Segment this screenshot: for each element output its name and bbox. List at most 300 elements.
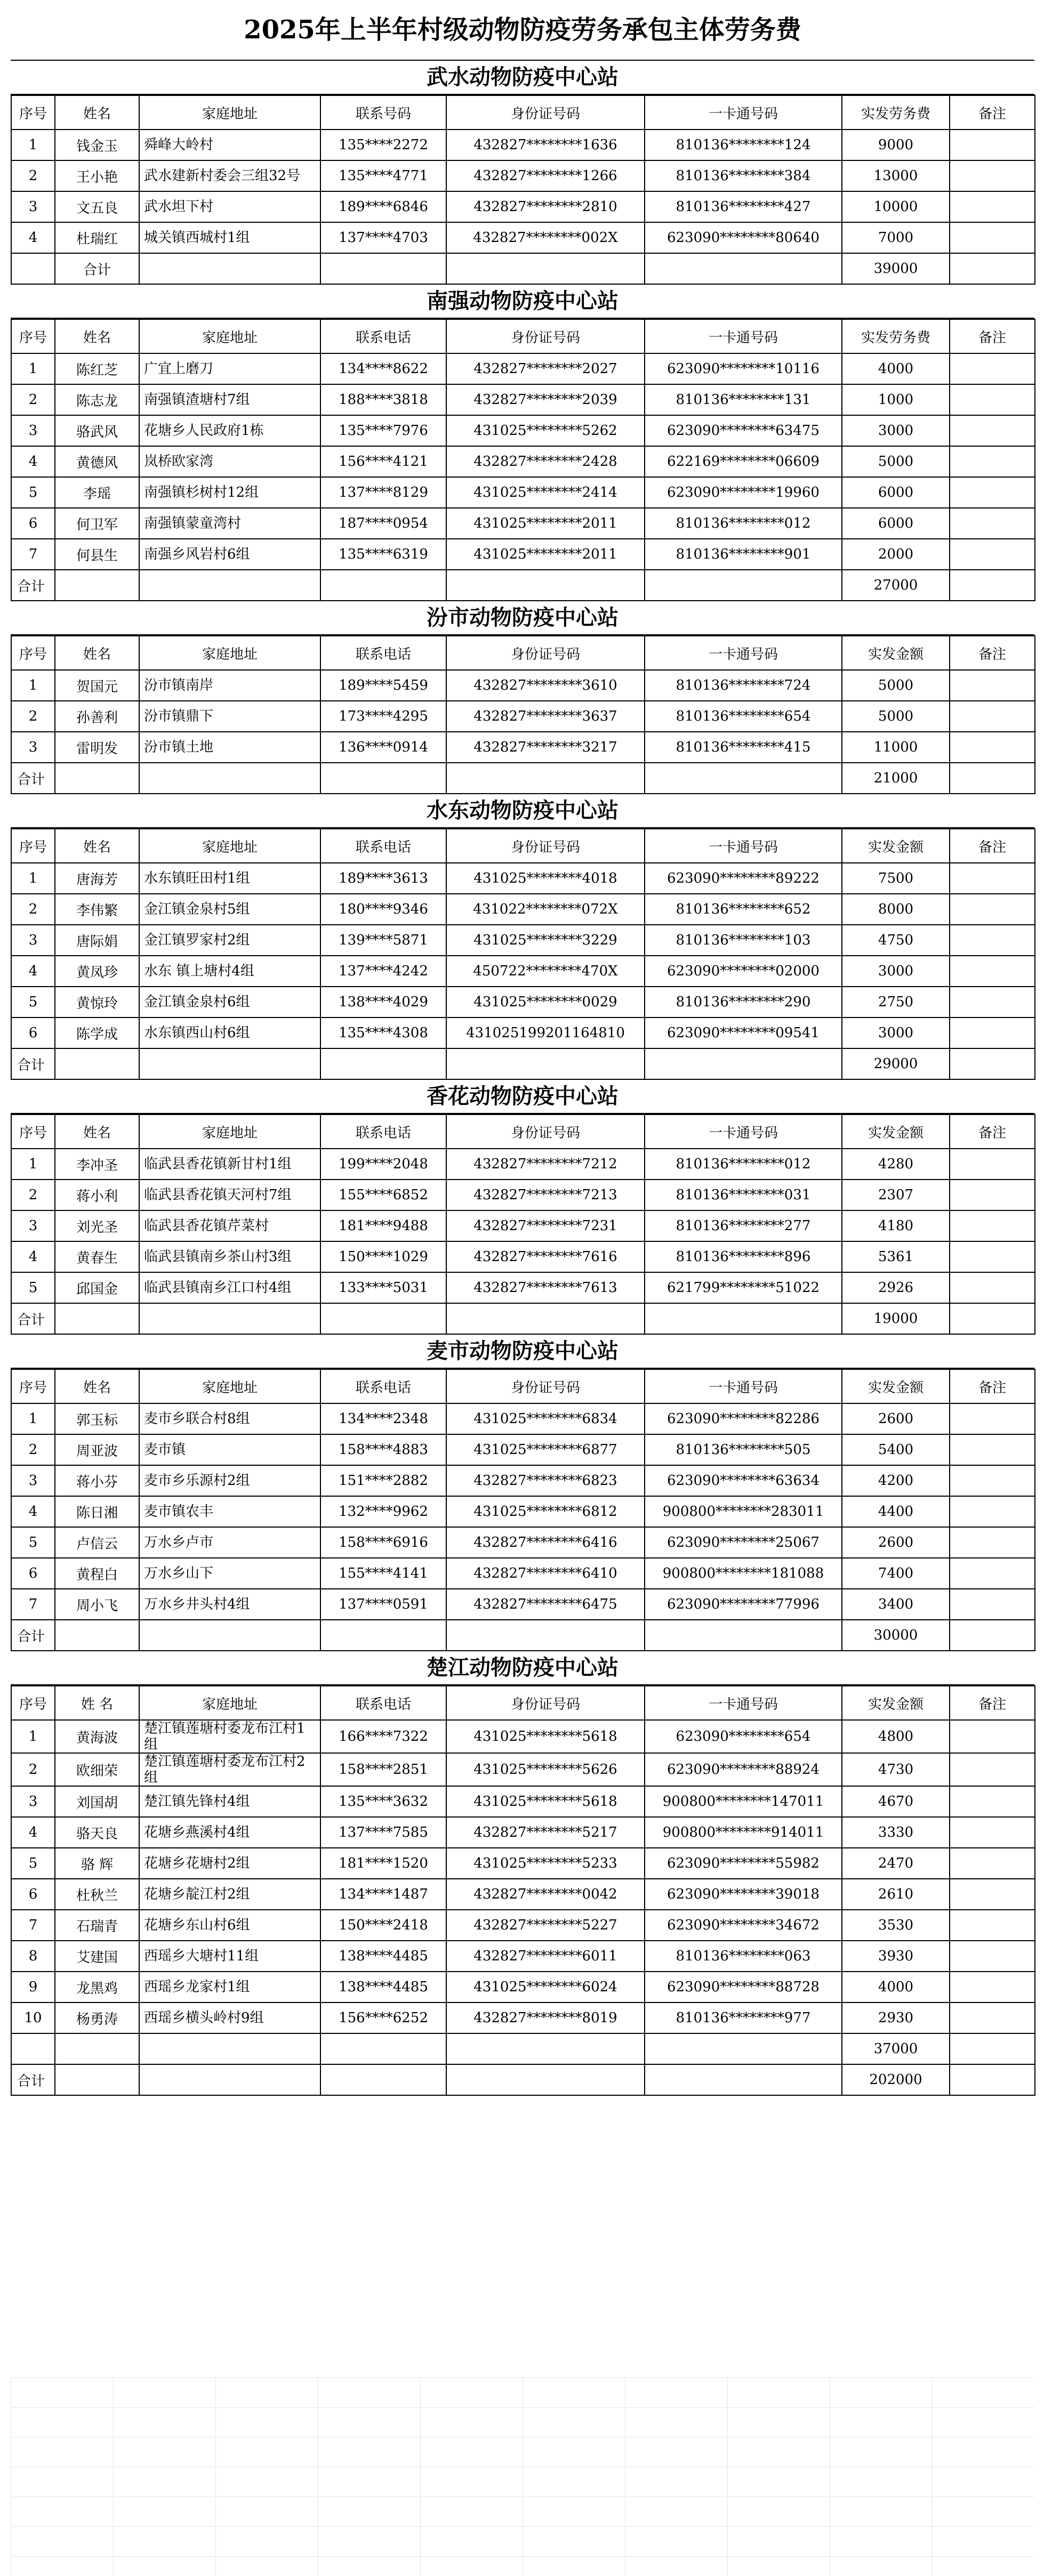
empty-cell xyxy=(645,2064,842,2095)
table-cell: 137****4242 xyxy=(320,956,446,987)
table-cell: 5 xyxy=(11,1848,55,1879)
table-cell: 450722********470X xyxy=(446,956,645,987)
table-cell xyxy=(950,1018,1035,1048)
table-cell: 13000 xyxy=(842,160,950,191)
table-cell: 城关镇西城村1组 xyxy=(139,222,320,253)
table-cell: 155****4141 xyxy=(320,1558,446,1589)
table-cell xyxy=(950,732,1035,763)
table-cell: 5 xyxy=(11,987,55,1018)
table-row xyxy=(11,1241,1035,1272)
table-row xyxy=(11,1149,1035,1180)
table-cell xyxy=(950,191,1035,222)
table-cell: 2 xyxy=(11,894,55,925)
header-row xyxy=(11,1115,1035,1149)
table-cell: 南强镇渣塘村7组 xyxy=(139,384,320,415)
table-cell: 432827********5227 xyxy=(446,1910,645,1941)
table-cell: 7 xyxy=(11,539,55,570)
table-cell xyxy=(950,160,1035,191)
table-cell: 陈日湘 xyxy=(55,1496,139,1527)
table-cell xyxy=(950,415,1035,446)
total-value: 19000 xyxy=(842,1303,950,1334)
table-cell: 431025********6877 xyxy=(446,1434,645,1465)
table-row xyxy=(11,1910,1035,1941)
empty-cell xyxy=(139,253,320,284)
table-row xyxy=(11,701,1035,732)
table-cell: 4 xyxy=(11,222,55,253)
table-cell: 623090********55982 xyxy=(645,1848,842,1879)
table-cell: 5361 xyxy=(842,1241,950,1272)
table-cell: 郭玉标 xyxy=(55,1403,139,1434)
table-cell xyxy=(950,1241,1035,1272)
table-cell: 3 xyxy=(11,1465,55,1496)
section-table xyxy=(11,828,1035,1080)
empty-cell xyxy=(55,2064,139,2095)
table-cell: 810136********124 xyxy=(645,130,842,160)
table-row xyxy=(11,2002,1035,2033)
empty-cell xyxy=(950,1620,1035,1651)
table-cell: 万水乡山下 xyxy=(139,1558,320,1589)
empty-cell xyxy=(55,2033,139,2064)
column-header: 家庭地址 xyxy=(139,319,320,353)
table-row xyxy=(11,446,1035,477)
column-header: 身份证号码 xyxy=(446,1115,645,1149)
table-cell: 135****7976 xyxy=(320,415,446,446)
table-cell: 623090********88728 xyxy=(645,1972,842,2002)
table-cell: 2 xyxy=(11,384,55,415)
total-row xyxy=(11,253,1035,284)
section-title: 汾市动物防疫中心站 xyxy=(11,601,1034,635)
table-cell: 临武县镇南乡江口村4组 xyxy=(139,1272,320,1303)
column-header: 联系号码 xyxy=(320,95,446,130)
table-cell: 7 xyxy=(11,1910,55,1941)
column-header: 备注 xyxy=(950,1369,1035,1403)
column-header: 姓名 xyxy=(55,1369,139,1403)
table-cell: 623090********63634 xyxy=(645,1465,842,1496)
table-cell: 骆武风 xyxy=(55,415,139,446)
table-cell: 骆天良 xyxy=(55,1817,139,1848)
table-cell: 1 xyxy=(11,863,55,894)
table-cell: 4 xyxy=(11,956,55,987)
empty-cell xyxy=(139,1620,320,1651)
table-cell: 11000 xyxy=(842,732,950,763)
table-cell: 180****9346 xyxy=(320,894,446,925)
spreadsheet xyxy=(11,0,1034,2096)
empty-cell xyxy=(139,1303,320,1334)
header-row xyxy=(11,1369,1035,1403)
table-cell: 3000 xyxy=(842,415,950,446)
table-cell: 欧细荣 xyxy=(55,1753,139,1786)
table-cell: 1 xyxy=(11,130,55,160)
table-cell: 623090********02000 xyxy=(645,956,842,987)
table-cell: 5400 xyxy=(842,1434,950,1465)
table-row xyxy=(11,670,1035,701)
table-row xyxy=(11,160,1035,191)
table-row xyxy=(11,1210,1035,1241)
column-header: 序号 xyxy=(11,829,55,863)
table-cell: 138****4029 xyxy=(320,987,446,1018)
table-cell: 134****2348 xyxy=(320,1403,446,1434)
table-row xyxy=(11,925,1035,956)
table-cell: 水东 镇上塘村4组 xyxy=(139,956,320,987)
table-cell: 1 xyxy=(11,1149,55,1180)
table-cell: 2600 xyxy=(842,1403,950,1434)
header-row xyxy=(11,1686,1035,1720)
table-cell: 810136********505 xyxy=(645,1434,842,1465)
table-cell: 南强乡风岩村6组 xyxy=(139,539,320,570)
total-value: 37000 xyxy=(842,2033,950,2064)
table-cell: 431025********6834 xyxy=(446,1403,645,1434)
table-cell: 李冲圣 xyxy=(55,1149,139,1180)
table-cell: 水东镇旺田村1组 xyxy=(139,863,320,894)
table-cell: 4800 xyxy=(842,1720,950,1753)
total-label: 合计 xyxy=(11,763,55,794)
table-cell: 623090********654 xyxy=(645,1720,842,1753)
table-cell: 何卫军 xyxy=(55,508,139,539)
table-cell: 10 xyxy=(11,2002,55,2033)
table-cell: 189****3613 xyxy=(320,863,446,894)
column-header: 家庭地址 xyxy=(139,1115,320,1149)
table-cell: 623090********77996 xyxy=(645,1589,842,1620)
table-cell: 3 xyxy=(11,191,55,222)
table-cell: 蒋小芬 xyxy=(55,1465,139,1496)
table-cell: 卢信云 xyxy=(55,1527,139,1558)
table-cell: 432827********5217 xyxy=(446,1817,645,1848)
table-cell: 西瑶乡大塘村11组 xyxy=(139,1941,320,1972)
table-cell: 蒋小利 xyxy=(55,1180,139,1210)
table-cell: 432827********6475 xyxy=(446,1589,645,1620)
table-cell: 623090********80640 xyxy=(645,222,842,253)
table-cell: 188****3818 xyxy=(320,384,446,415)
total-label: 合计 xyxy=(11,1620,55,1651)
table-cell: 135****2272 xyxy=(320,130,446,160)
table-cell: 4280 xyxy=(842,1149,950,1180)
table-cell: 432827********3217 xyxy=(446,732,645,763)
table-row xyxy=(11,1496,1035,1527)
table-cell: 156****4121 xyxy=(320,446,446,477)
table-cell: 麦市镇 xyxy=(139,1434,320,1465)
table-cell xyxy=(950,508,1035,539)
table-cell: 6 xyxy=(11,508,55,539)
table-row xyxy=(11,1972,1035,2002)
table-cell: 2750 xyxy=(842,987,950,1018)
table-cell: 杜瑞红 xyxy=(55,222,139,253)
table-cell: 刘国胡 xyxy=(55,1786,139,1817)
table-cell: 5000 xyxy=(842,670,950,701)
section-title: 麦市动物防疫中心站 xyxy=(11,1335,1034,1369)
empty-cell xyxy=(645,1303,842,1334)
table-cell: 136****0914 xyxy=(320,732,446,763)
table-cell: 5 xyxy=(11,1527,55,1558)
empty-cell xyxy=(320,2033,446,2064)
table-cell: 2 xyxy=(11,701,55,732)
table-cell: 810136********063 xyxy=(645,1941,842,1972)
table-cell: 137****7585 xyxy=(320,1817,446,1848)
table-cell: 7 xyxy=(11,1589,55,1620)
table-cell: 2307 xyxy=(842,1180,950,1210)
column-header: 序号 xyxy=(11,636,55,670)
table-cell xyxy=(950,384,1035,415)
table-cell: 431025********2011 xyxy=(446,539,645,570)
column-header: 身份证号码 xyxy=(446,95,645,130)
table-cell: 2 xyxy=(11,160,55,191)
table-cell: 1 xyxy=(11,670,55,701)
table-cell: 临武县镇南乡茶山村3组 xyxy=(139,1241,320,1272)
table-cell: 158****2851 xyxy=(320,1753,446,1786)
table-cell: 431025********5233 xyxy=(446,1848,645,1879)
table-cell: 4000 xyxy=(842,1972,950,2002)
table-cell xyxy=(950,1403,1035,1434)
empty-cell xyxy=(645,763,842,794)
column-header: 身份证号码 xyxy=(446,636,645,670)
table-row xyxy=(11,1527,1035,1558)
total-value: 39000 xyxy=(842,253,950,284)
table-cell: 万水乡卢市 xyxy=(139,1527,320,1558)
table-cell: 麦市镇农丰 xyxy=(139,1496,320,1527)
total-row xyxy=(11,1303,1035,1334)
column-header: 一卡通号码 xyxy=(645,829,842,863)
table-cell xyxy=(950,130,1035,160)
table-cell: 5000 xyxy=(842,701,950,732)
header-row xyxy=(11,636,1035,670)
table-cell: 431025********5618 xyxy=(446,1786,645,1817)
table-cell: 158****4883 xyxy=(320,1434,446,1465)
table-cell: 2000 xyxy=(842,539,950,570)
table-cell: 4 xyxy=(11,1496,55,1527)
table-cell xyxy=(950,1496,1035,1527)
column-header: 实发金额 xyxy=(842,1369,950,1403)
table-cell: 6000 xyxy=(842,477,950,508)
table-cell xyxy=(950,1941,1035,1972)
table-cell: 陈红芝 xyxy=(55,353,139,384)
section-table xyxy=(11,1114,1035,1335)
table-cell xyxy=(950,1558,1035,1589)
empty-cell xyxy=(950,1048,1035,1079)
empty-cell xyxy=(950,2064,1035,2095)
table-cell: 4670 xyxy=(842,1786,950,1817)
table-cell: 王小艳 xyxy=(55,160,139,191)
table-cell: 邱国金 xyxy=(55,1272,139,1303)
empty-cell xyxy=(320,1620,446,1651)
table-cell: 139****5871 xyxy=(320,925,446,956)
table-cell xyxy=(950,1753,1035,1786)
header-row xyxy=(11,319,1035,353)
table-cell: 132****9962 xyxy=(320,1496,446,1527)
table-cell: 5000 xyxy=(842,446,950,477)
table-cell: 2930 xyxy=(842,2002,950,2033)
empty-cell xyxy=(950,2033,1035,2064)
table-cell xyxy=(950,1817,1035,1848)
table-cell: 432827********6823 xyxy=(446,1465,645,1496)
total-row xyxy=(11,570,1035,601)
table-cell: 622169********06609 xyxy=(645,446,842,477)
total-row xyxy=(11,2064,1035,2095)
table-row xyxy=(11,987,1035,1018)
table-cell: 810136********131 xyxy=(645,384,842,415)
table-cell: 西瑶乡横头岭村9组 xyxy=(139,2002,320,2033)
column-header: 一卡通号码 xyxy=(645,1369,842,1403)
column-header: 备注 xyxy=(950,829,1035,863)
table-cell: 150****2418 xyxy=(320,1910,446,1941)
table-cell: 7500 xyxy=(842,863,950,894)
column-header: 家庭地址 xyxy=(139,636,320,670)
table-cell: 武水坦下村 xyxy=(139,191,320,222)
table-cell: 155****6852 xyxy=(320,1180,446,1210)
column-header: 姓名 xyxy=(55,319,139,353)
table-cell: 623090********82286 xyxy=(645,1403,842,1434)
section-table xyxy=(11,95,1035,285)
table-cell: 623090********89222 xyxy=(645,863,842,894)
table-cell: 810136********415 xyxy=(645,732,842,763)
table-cell: 134****8622 xyxy=(320,353,446,384)
column-header: 一卡通号码 xyxy=(645,636,842,670)
table-cell xyxy=(950,1972,1035,2002)
table-cell: 唐际娟 xyxy=(55,925,139,956)
table-cell: 汾市镇鼎下 xyxy=(139,701,320,732)
table-cell: 李伟繁 xyxy=(55,894,139,925)
table-cell: 骆 辉 xyxy=(55,1848,139,1879)
table-cell: 楚江镇莲塘村委龙布江村1组 xyxy=(139,1720,320,1753)
table-cell: 900800********283011 xyxy=(645,1496,842,1527)
column-header: 家庭地址 xyxy=(139,829,320,863)
empty-cell xyxy=(950,570,1035,601)
column-header: 序号 xyxy=(11,319,55,353)
table-cell: 810136********031 xyxy=(645,1180,842,1210)
section-title: 水东动物防疫中心站 xyxy=(11,794,1034,828)
total-row xyxy=(11,2033,1035,2064)
table-cell: 金江镇罗家村2组 xyxy=(139,925,320,956)
column-header: 姓名 xyxy=(55,95,139,130)
table-cell: 花塘乡人民政府1栋 xyxy=(139,415,320,446)
total-row xyxy=(11,763,1035,794)
table-cell xyxy=(950,1879,1035,1910)
table-cell: 431025********5262 xyxy=(446,415,645,446)
table-cell: 黄海波 xyxy=(55,1720,139,1753)
table-row xyxy=(11,384,1035,415)
column-header: 实发金额 xyxy=(842,1686,950,1720)
column-header: 一卡通号码 xyxy=(645,1686,842,1720)
table-cell: 133****5031 xyxy=(320,1272,446,1303)
total-label: 合计 xyxy=(11,570,55,601)
table-cell: 艾建国 xyxy=(55,1941,139,1972)
section-title: 香花动物防疫中心站 xyxy=(11,1080,1034,1114)
table-cell: 135****4308 xyxy=(320,1018,446,1048)
table-cell: 水东镇西山村6组 xyxy=(139,1018,320,1048)
table-cell: 4 xyxy=(11,446,55,477)
table-cell: 龙黑鸡 xyxy=(55,1972,139,2002)
table-cell: 楚江镇莲塘村委龙布江村2组 xyxy=(139,1753,320,1786)
empty-cell xyxy=(320,253,446,284)
table-row xyxy=(11,1465,1035,1496)
table-cell: 432827********7231 xyxy=(446,1210,645,1241)
table-cell: 151****2882 xyxy=(320,1465,446,1496)
table-cell: 432827********3637 xyxy=(446,701,645,732)
table-cell: 135****3632 xyxy=(320,1786,446,1817)
table-cell: 4200 xyxy=(842,1465,950,1496)
table-cell: 南强镇杉树村12组 xyxy=(139,477,320,508)
column-header: 身份证号码 xyxy=(446,1369,645,1403)
column-header: 身份证号码 xyxy=(446,1686,645,1720)
table-cell xyxy=(950,2002,1035,2033)
empty-grid-area xyxy=(11,2377,1034,2576)
column-header: 家庭地址 xyxy=(139,1686,320,1720)
table-cell: 南强镇蒙童湾村 xyxy=(139,508,320,539)
column-header: 实发金额 xyxy=(842,829,950,863)
table-cell: 杜秋兰 xyxy=(55,1879,139,1910)
table-cell: 黄德风 xyxy=(55,446,139,477)
column-header: 一卡通号码 xyxy=(645,1115,842,1149)
table-cell: 138****4485 xyxy=(320,1941,446,1972)
table-cell: 黄程白 xyxy=(55,1558,139,1589)
section-table xyxy=(11,319,1035,601)
table-cell xyxy=(950,1465,1035,1496)
table-cell: 181****9488 xyxy=(320,1210,446,1241)
section-table xyxy=(11,1369,1035,1651)
table-cell: 158****6916 xyxy=(320,1527,446,1558)
table-cell: 何县生 xyxy=(55,539,139,570)
column-header: 联系电话 xyxy=(320,1686,446,1720)
table-row xyxy=(11,732,1035,763)
table-cell: 9000 xyxy=(842,130,950,160)
column-header: 身份证号码 xyxy=(446,319,645,353)
table-cell: 1 xyxy=(11,1403,55,1434)
table-cell: 432827********8019 xyxy=(446,2002,645,2033)
table-cell: 周小飞 xyxy=(55,1589,139,1620)
table-cell: 6 xyxy=(11,1018,55,1048)
table-cell: 137****8129 xyxy=(320,477,446,508)
column-header: 联系电话 xyxy=(320,636,446,670)
table-cell xyxy=(950,1527,1035,1558)
table-cell: 900800********181088 xyxy=(645,1558,842,1589)
table-cell: 2 xyxy=(11,1434,55,1465)
empty-cell xyxy=(320,2064,446,2095)
total-value: 27000 xyxy=(842,570,950,601)
table-cell: 623090********88924 xyxy=(645,1753,842,1786)
table-row xyxy=(11,539,1035,570)
table-row xyxy=(11,894,1035,925)
table-cell: 广宜上磨刀 xyxy=(139,353,320,384)
empty-cell xyxy=(139,1048,320,1079)
empty-cell xyxy=(446,763,645,794)
table-cell: 临武县香花镇芹菜村 xyxy=(139,1210,320,1241)
table-cell: 431025********3229 xyxy=(446,925,645,956)
table-cell: 187****0954 xyxy=(320,508,446,539)
table-cell: 黄惊玲 xyxy=(55,987,139,1018)
empty-cell xyxy=(446,570,645,601)
empty-cell xyxy=(645,1048,842,1079)
table-cell: 万水乡井头村4组 xyxy=(139,1589,320,1620)
section-table xyxy=(11,1685,1035,2096)
table-cell: 810136********384 xyxy=(645,160,842,191)
table-row xyxy=(11,1879,1035,1910)
table-row xyxy=(11,415,1035,446)
table-cell: 432827********7213 xyxy=(446,1180,645,1210)
table-cell: 2610 xyxy=(842,1879,950,1910)
table-cell: 武水建新村委会三组32号 xyxy=(139,160,320,191)
table-cell: 432827********6011 xyxy=(446,1941,645,1972)
table-cell: 3930 xyxy=(842,1941,950,1972)
total-value: 21000 xyxy=(842,763,950,794)
table-cell: 900800********147011 xyxy=(645,1786,842,1817)
table-row xyxy=(11,1272,1035,1303)
empty-cell xyxy=(446,2064,645,2095)
empty-cell xyxy=(55,1303,139,1334)
table-cell: 431025199201164810 xyxy=(446,1018,645,1048)
table-cell: 173****4295 xyxy=(320,701,446,732)
table-cell: 623090********63475 xyxy=(645,415,842,446)
table-cell xyxy=(950,863,1035,894)
column-header: 姓名 xyxy=(55,636,139,670)
table-cell xyxy=(950,1848,1035,1879)
